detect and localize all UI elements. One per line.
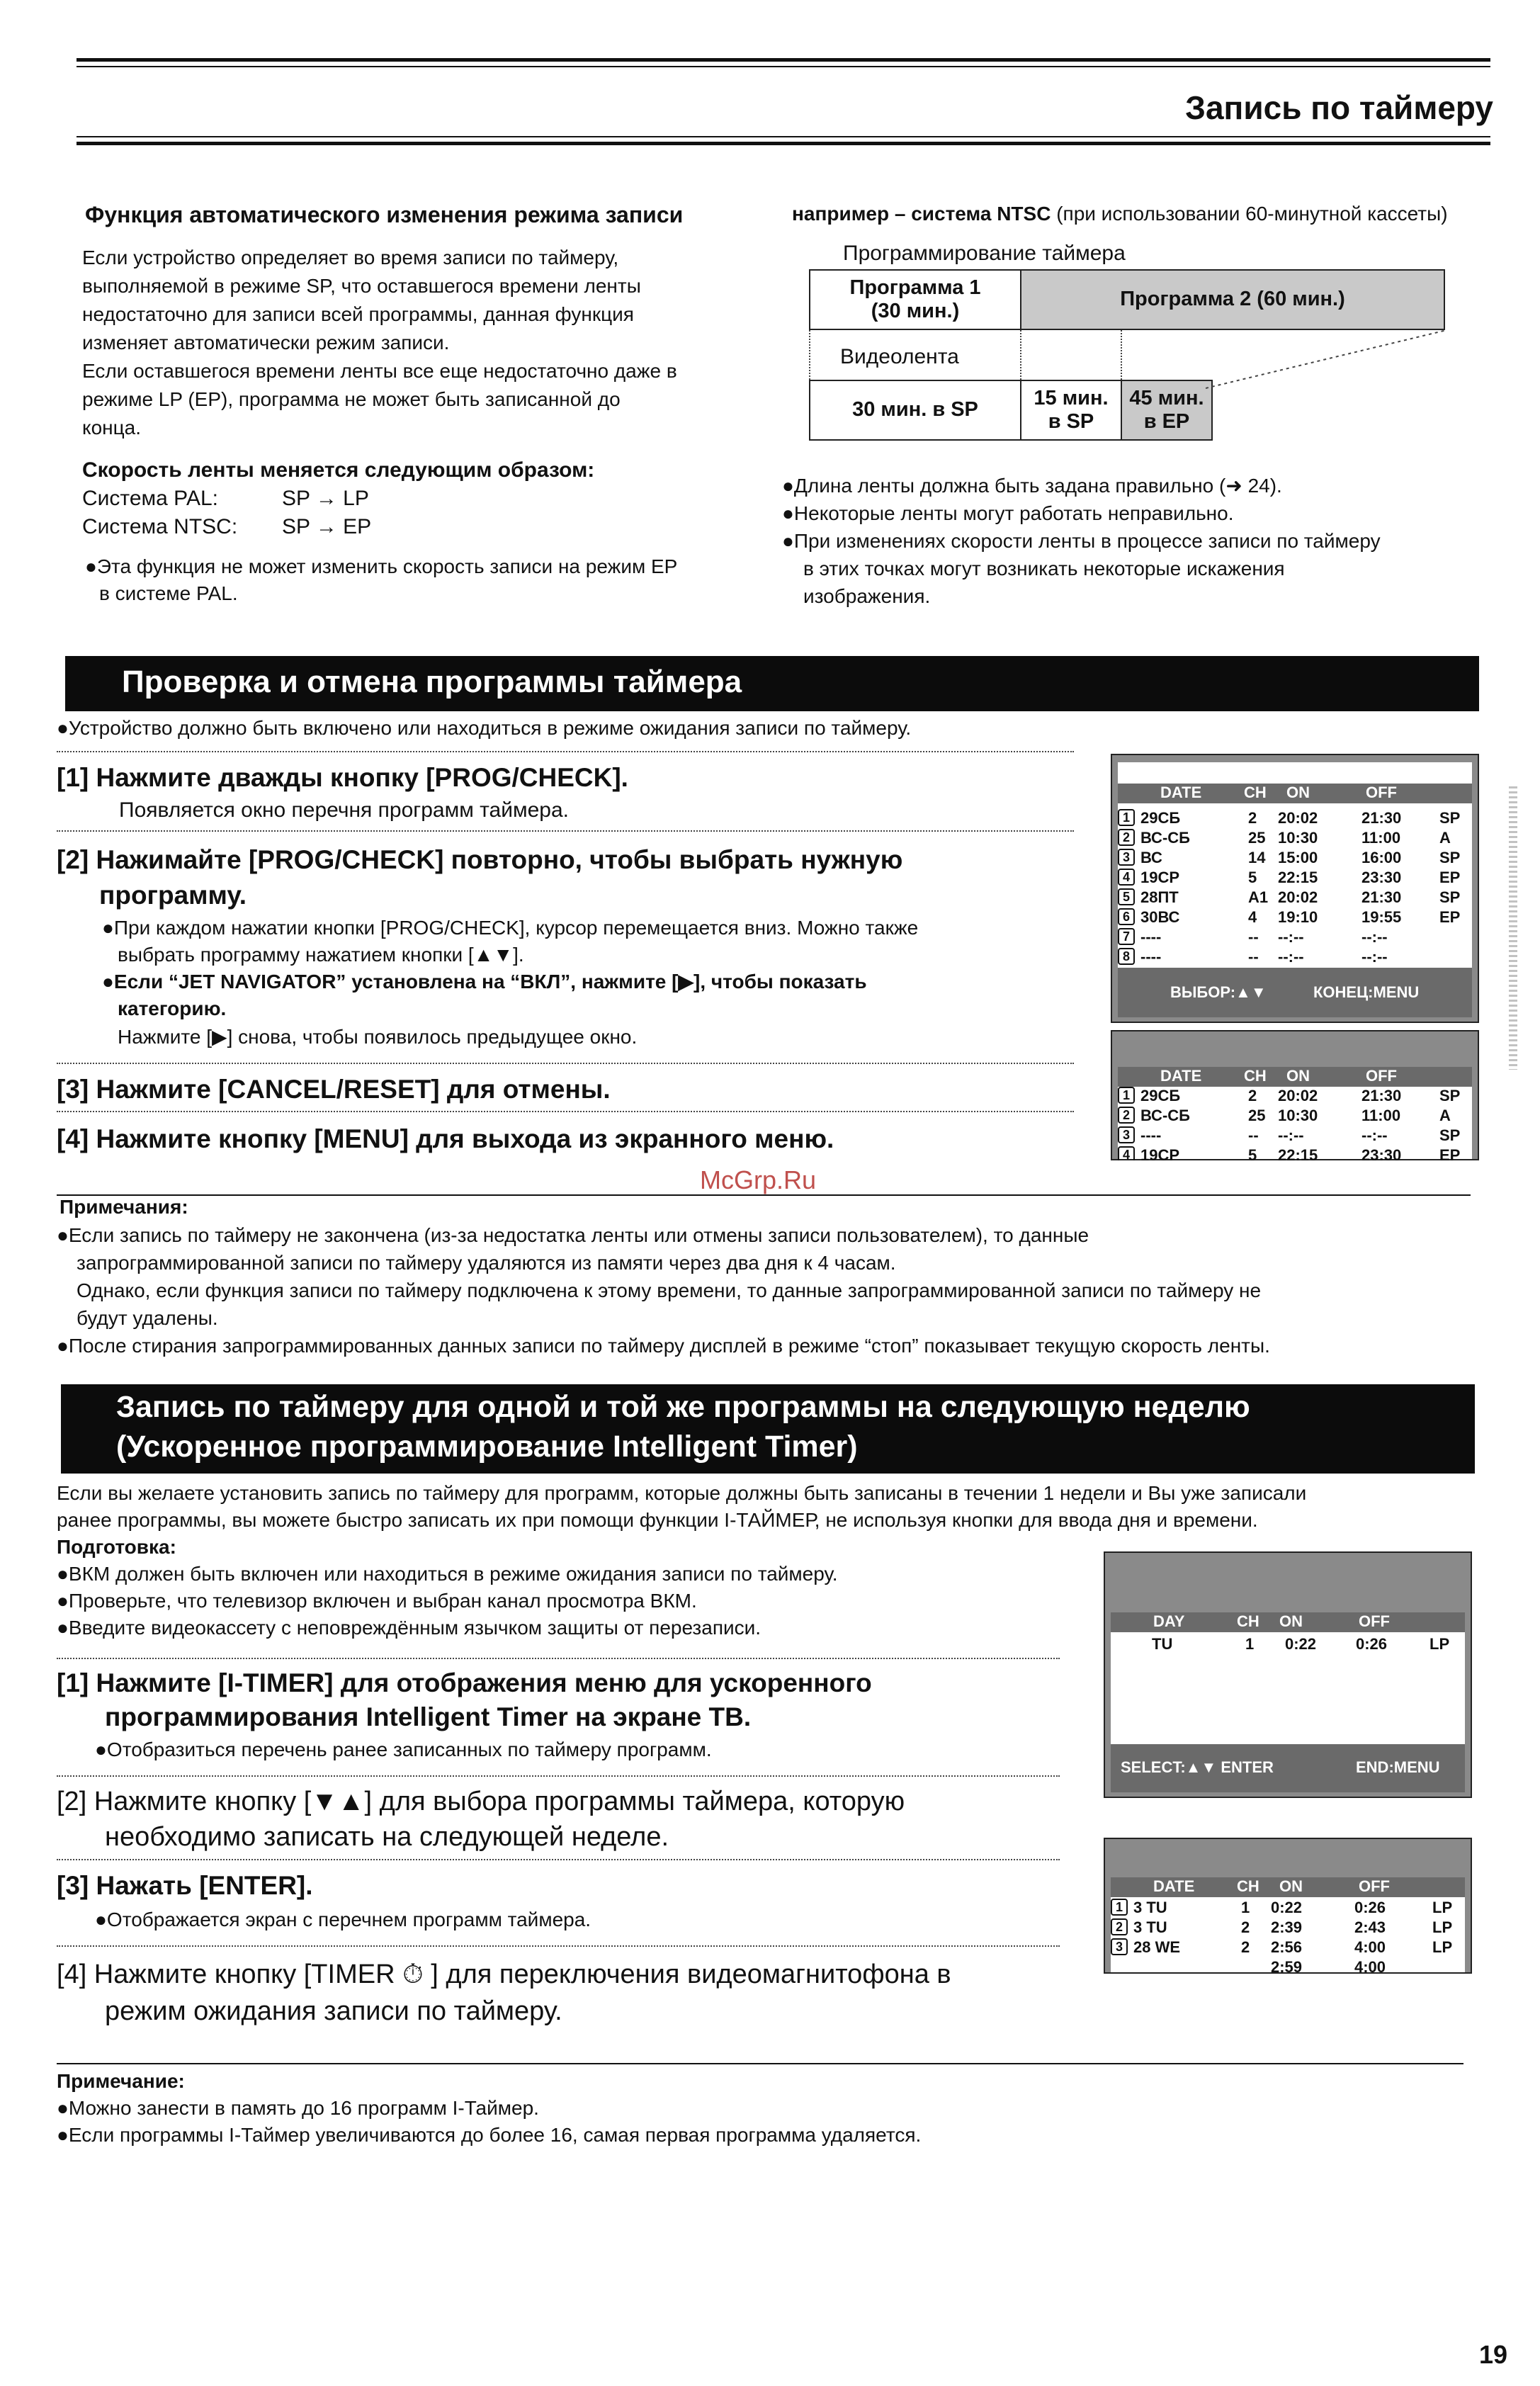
cell-ch: 5: [1248, 869, 1257, 886]
scan-edge: [1509, 786, 1517, 1070]
example-heading-rest: (при использовании 60-минутной кассеты): [1056, 203, 1448, 225]
timer-row[interactable]: [1116, 948, 1471, 968]
itimer-step-3: [3] Нажать [ENTER].: [57, 1871, 313, 1900]
cell-off: 2:43: [1354, 1918, 1386, 1936]
cell-ch: 14: [1248, 849, 1266, 866]
programming-label: Программирование таймера: [843, 242, 1126, 265]
cell-ch: 1: [1245, 1635, 1255, 1653]
cell-ch: 2: [1241, 1918, 1250, 1936]
check-step-2-bullet-1-cont: выбрать программу нажатием кнопки [▲▼].: [118, 944, 524, 966]
cell-off: --:--: [1361, 948, 1388, 966]
cell-date: ВС: [1140, 849, 1162, 866]
cell-on: 20:02: [1278, 809, 1318, 827]
cell-off: 11:00: [1361, 1107, 1401, 1124]
itimer-step-1: [1] Нажмите [I-TIMER] для отображения меню для ускоренного: [57, 1668, 872, 1697]
speed-change-ntsc: SP → EP: [282, 515, 372, 538]
page-number: 19: [1478, 2340, 1507, 2369]
diagram-dotted-right: [1121, 330, 1122, 380]
text-line: Если оставшегося времени ленты все еще недостаточно даже в: [82, 360, 677, 382]
cell-on: 2:39: [1271, 1918, 1303, 1936]
bullet-item: ●Длина ленты должна быть задана правильно (➜ 24).: [782, 475, 1282, 497]
cell-on: --:--: [1278, 948, 1304, 966]
cell-off: 21:30: [1361, 1087, 1402, 1104]
cell-off: 23:30: [1361, 1146, 1402, 1160]
cell-ch: --: [1248, 1126, 1259, 1144]
itimer-step-3-sub: ●Отображается экран с перечнем программ таймера.: [95, 1909, 591, 1930]
auto-mode-note-cont: в системе PAL.: [99, 582, 238, 604]
check-step-2: [2] Нажимайте [PROG/CHECK] повторно, чтобы выбрать нужную: [57, 845, 903, 874]
diagram-dotted-left: [809, 330, 810, 380]
cell-date: ----: [1140, 1126, 1162, 1144]
timer-list-2-rows: [1116, 1087, 1471, 1160]
cell-ch: A1: [1248, 888, 1269, 906]
prep-heading: Подготовка:: [57, 1536, 176, 1558]
row-number: 2: [1118, 829, 1135, 846]
timer-row[interactable]: [1109, 1899, 1463, 1918]
text-line: конца.: [82, 417, 141, 439]
row-number: 6: [1118, 908, 1135, 925]
page-title: Запись по таймеру: [1185, 89, 1493, 126]
banner-title: Проверка и отмена программы таймера: [122, 665, 742, 699]
note-line: Однако, если функция записи по таймеру подключена к этому времени, то данные запрограммированной записи по таймеру не: [77, 1279, 1262, 1301]
timer-list-header: [1118, 784, 1472, 803]
example-heading: [792, 201, 1448, 227]
timer-row[interactable]: [1116, 1146, 1471, 1160]
col-header: OFF: [1366, 1067, 1397, 1085]
itimer-note-heading: Примечание:: [57, 2070, 185, 2092]
cell-mode: SP: [1439, 809, 1461, 827]
col-header: CH: [1237, 1877, 1259, 1895]
check-step-1-sub: Появляется окно перечня программ таймера.: [119, 798, 570, 822]
col-header: ON: [1279, 1612, 1303, 1630]
divider: [57, 751, 1074, 752]
check-step-2-bullet-1: ●При каждом нажатии кнопки [PROG/CHECK], курсор перемещается вниз. Можно также: [102, 917, 919, 939]
speed-system-ntsc: Система NTSC:: [82, 515, 238, 538]
note-line: ●После стирания запрограммированных данных записи по таймеру дисплей в режиме “стоп” показывает текущую скорость ленты.: [57, 1335, 1270, 1357]
col-header: DATE: [1153, 1877, 1195, 1895]
itimer-step-2-cont: необходимо записать на следующей неделе.: [105, 1822, 669, 1852]
itimer-banner: [61, 1384, 1475, 1474]
itimer-note-item: ●Если программы I-Таймер увеличиваются до более 16, самая первая программа удаляется.: [57, 2124, 922, 2146]
divider: [57, 1775, 1060, 1777]
row-number: 4: [1118, 869, 1135, 886]
timer-list-footer: [1118, 968, 1472, 1017]
note-line: запрограммированной записи по таймеру удаляются из памяти через два дня к 4 часам.: [77, 1252, 896, 1274]
prep-item: ●Проверьте, что телевизор включен и выбран канал просмотра ВКМ.: [57, 1590, 697, 1612]
cell-mode: LP: [1429, 1635, 1450, 1653]
divider: [57, 1111, 1074, 1112]
col-header: OFF: [1359, 1877, 1390, 1895]
cell-on: 19:10: [1278, 908, 1318, 926]
itimer-note-item: ●Можно занести в память до 16 программ I-Таймер.: [57, 2097, 539, 2119]
cell-mode: A: [1439, 829, 1451, 847]
col-header: OFF: [1366, 784, 1397, 801]
text-line: режиме LP (EP), программа не может быть записанной до: [82, 388, 621, 410]
cell-mode: SP: [1439, 1087, 1461, 1104]
itimer-step-4-cont: режим ожидания записи по таймеру.: [105, 1996, 562, 2026]
check-step-4: [4] Нажмите кнопку [MENU] для выхода из экранного меню.: [57, 1124, 834, 1153]
timer-row[interactable]: [1116, 869, 1471, 888]
cell-mode: EP: [1439, 869, 1461, 886]
divider: [57, 1658, 1060, 1659]
col-header: DATE: [1160, 784, 1202, 801]
col-header: CH: [1237, 1612, 1259, 1630]
cell-ch: 2: [1248, 809, 1257, 827]
cell-off: 11:00: [1361, 829, 1401, 847]
row-number: 3: [1118, 1126, 1135, 1143]
cell-date: ----: [1140, 948, 1162, 966]
cell-off: 21:30: [1361, 888, 1402, 906]
row-number: 1: [1118, 1087, 1135, 1104]
cell-on: --:--: [1278, 1126, 1304, 1144]
cell-mode: SP: [1439, 888, 1461, 906]
check-cancel-banner: [65, 656, 1479, 711]
row-number: 1: [1118, 809, 1135, 826]
cell-off: 4:00: [1354, 1938, 1386, 1956]
divider: [57, 830, 1074, 832]
cell-date: 3 TU: [1133, 1899, 1167, 1916]
cell-on: 10:30: [1278, 1107, 1318, 1124]
diagram-dotted-connector: [1206, 324, 1461, 395]
timer-row[interactable]: [1116, 809, 1471, 829]
timer-row[interactable]: [1116, 1126, 1471, 1146]
cell-date: 29СБ: [1140, 809, 1181, 827]
row-number: 2: [1111, 1918, 1128, 1935]
timer-row[interactable]: [1116, 1087, 1471, 1107]
prep-item: ●Введите видеокассету с неповреждённым язычком защиты от перезаписи.: [57, 1617, 761, 1639]
col-header: ON: [1279, 1877, 1303, 1895]
cell-date: ----: [1140, 928, 1162, 946]
divider: [57, 1063, 1074, 1064]
divider: [57, 1945, 1060, 1947]
cell-mode: LP: [1432, 1899, 1453, 1916]
cell-ch: 25: [1248, 829, 1266, 847]
bullet-item-cont: в этих точках могут возникать некоторые искажения: [803, 558, 1285, 579]
cell-off: 0:26: [1354, 1899, 1386, 1916]
diagram-tape-label: Видеолента: [840, 345, 959, 368]
cell-date: 19СР: [1140, 1146, 1180, 1160]
cell-off: 4:00: [1354, 1958, 1386, 1974]
header-rule-thick: [77, 142, 1490, 145]
diagram-tape-2: 15 мин. в SP: [1020, 380, 1122, 441]
cell-ch: 1: [1241, 1899, 1250, 1916]
cell-on: 0:22: [1271, 1899, 1303, 1916]
cell-mode: LP: [1432, 1918, 1453, 1936]
cell-ch: 25: [1248, 1107, 1266, 1124]
timer-row[interactable]: [1109, 1958, 1463, 1974]
divider: [57, 1859, 1060, 1860]
top-rule-thin: [77, 66, 1490, 67]
cell-on: 15:00: [1278, 849, 1318, 866]
itimer-menu-footer: [1111, 1744, 1465, 1792]
itimer-menu-row[interactable]: [1111, 1635, 1465, 1655]
timer-row[interactable]: [1116, 829, 1471, 849]
diagram-program-2: Программа 2 (60 мин.): [1020, 269, 1445, 330]
timer-row[interactable]: [1116, 908, 1471, 928]
notes-rule: [57, 1194, 1471, 1196]
cell-on: 2:59: [1271, 1958, 1303, 1974]
watermark: McGrp.Ru: [700, 1165, 817, 1194]
note-line: ●Если запись по таймеру не закончена (из-за недостатка ленты или отмены записи пользователем), то данные: [57, 1224, 1089, 1246]
auto-mode-description: [82, 244, 783, 442]
col-header: ON: [1286, 1067, 1310, 1085]
itimer-step-1-sub: ●Отобразиться перечень ранее записанных по таймеру программ.: [95, 1738, 712, 1760]
row-number: 8: [1118, 948, 1135, 965]
example-heading-bold: например – система NTSC: [792, 203, 1051, 225]
itimer-result-header: [1111, 1877, 1465, 1897]
cell-date: 19СР: [1140, 869, 1180, 886]
check-step-1: [1] Нажмите дважды кнопку [PROG/CHECK].: [57, 763, 628, 792]
itimer-step-4: [4] Нажмите кнопку [TIMER ⏱ ] для переключения видеомагнитофона в: [57, 1960, 951, 1989]
cell-mode: SP: [1439, 849, 1461, 866]
cell-on: 20:02: [1278, 888, 1318, 906]
cell-day: TU: [1152, 1635, 1173, 1653]
row-number: 2: [1118, 1107, 1135, 1124]
row-number: 3: [1118, 849, 1135, 866]
itimer-notes-rule: [57, 2063, 1463, 2064]
speed-change-pal: SP → LP: [282, 487, 369, 510]
auto-mode-note: ●Эта функция не может изменить скорость записи на режим EP: [85, 555, 678, 577]
col-header: DAY: [1153, 1612, 1185, 1630]
bullet-item: ●Некоторые ленты могут работать неправильно.: [782, 502, 1234, 524]
col-header: CH: [1244, 784, 1267, 801]
cell-on: 10:30: [1278, 829, 1318, 847]
diagram-program-1: Программа 1 (30 мин.): [809, 269, 1021, 330]
timer-row[interactable]: [1116, 888, 1471, 908]
check-step-2-cont: программу.: [99, 881, 247, 910]
row-number: 4: [1118, 1146, 1135, 1160]
col-header: ON: [1286, 784, 1310, 801]
check-intro: ●Устройство должно быть включено или находиться в режиме ожидания записи по таймеру.: [57, 717, 912, 739]
col-header: CH: [1244, 1067, 1267, 1085]
cell-date: ВС-СБ: [1140, 829, 1190, 847]
cell-off: --:--: [1361, 928, 1388, 946]
bullet-item: ●При изменениях скорости ленты в процессе записи по таймеру: [782, 530, 1381, 552]
auto-mode-heading: Функция автоматического изменения режима записи: [85, 202, 684, 227]
itimer-result-rows: [1109, 1899, 1463, 1974]
check-step-2-bullet-2: ●Если “JET NAVIGATOR” установлена на “ВКЛ”, нажмите [▶], чтобы показать: [102, 971, 867, 993]
cell-mode: EP: [1439, 1146, 1461, 1160]
check-notes: [57, 1221, 1495, 1359]
cell-ch: 4: [1248, 908, 1257, 926]
header-rule: [77, 136, 1490, 137]
cell-ch: --: [1248, 948, 1259, 966]
cell-on: 2:56: [1271, 1938, 1303, 1956]
cell-off: 21:30: [1361, 809, 1402, 827]
itimer-step-1-cont: программирования Intelligent Timer на экране ТВ.: [105, 1702, 752, 1731]
cell-on: 22:15: [1278, 1146, 1318, 1160]
timer-row[interactable]: [1109, 1918, 1463, 1938]
row-number: 5: [1118, 888, 1135, 905]
footer-end: КОНЕЦ:MENU: [1313, 983, 1420, 1001]
cell-on: 22:15: [1278, 869, 1318, 886]
text-line: недостаточно для записи всей программы, данная функция: [82, 303, 634, 325]
cell-off: 19:55: [1361, 908, 1402, 926]
itimer-intro-cont: ранее программы, вы можете быстро записать их при помощи функции I-ТАЙМЕР, не используя кнопки для ввода дня и времени.: [57, 1509, 1258, 1531]
cell-date: 3 TU: [1133, 1918, 1167, 1936]
timer-row[interactable]: [1109, 1938, 1463, 1958]
cell-mode: A: [1439, 1107, 1451, 1124]
footer-select: SELECT:▲▼ ENTER: [1121, 1758, 1274, 1776]
itimer-menu-header: [1111, 1612, 1465, 1632]
cell-ch: 2: [1241, 1938, 1250, 1956]
itimer-banner-line-2: (Ускоренное программирование Intelligent Timer): [116, 1430, 858, 1464]
row-number: 7: [1118, 928, 1135, 945]
row-number: 3: [1111, 1938, 1128, 1955]
check-step-2-bullet-2-cont: категорию.: [118, 997, 227, 1019]
itimer-step-2: [2] Нажмите кнопку [▼▲] для выбора программы таймера, которую: [57, 1787, 905, 1816]
cell-off: 16:00: [1361, 849, 1402, 866]
cell-off: --:--: [1361, 1126, 1388, 1144]
itimer-menu-screen: [1104, 1551, 1472, 1798]
cell-mode: EP: [1439, 908, 1461, 926]
diagram-tape-3: 45 мин. в EP: [1121, 380, 1213, 441]
text-line: выполняемой в режиме SP, что оставшегося времени ленты: [82, 275, 641, 297]
example-bullets: [782, 472, 1490, 610]
cell-off: 0:26: [1356, 1635, 1388, 1653]
footer-select: ВЫБОР:▲▼: [1170, 983, 1267, 1001]
text-line: Если устройство определяет во время записи по таймеру,: [82, 247, 619, 268]
row-number: 1: [1111, 1899, 1128, 1916]
cell-ch: 2: [1248, 1087, 1257, 1104]
cell-date: 28 WE: [1133, 1938, 1181, 1956]
cell-ch: --: [1248, 928, 1259, 946]
col-header: OFF: [1359, 1612, 1390, 1630]
note-line: будут удалены.: [77, 1307, 218, 1329]
cell-on: 20:02: [1278, 1087, 1318, 1104]
speed-system-pal: Система PAL:: [82, 487, 218, 510]
itimer-intro: Если вы желаете установить запись по таймеру для программ, которые должны быть записаны в течении 1 недели и Вы уже записали: [57, 1482, 1307, 1504]
check-step-2-bullet-2-extra: Нажмите [▶] снова, чтобы появилось предыдущее окно.: [118, 1026, 638, 1048]
cell-on: --:--: [1278, 928, 1304, 946]
timer-list-2-header: [1118, 1067, 1472, 1087]
cell-date: 28ПТ: [1140, 888, 1179, 906]
cell-date: 29СБ: [1140, 1087, 1181, 1104]
top-rule: [77, 58, 1490, 62]
speed-heading: Скорость ленты меняется следующим образом:: [82, 458, 595, 482]
cell-mode: SP: [1439, 1126, 1461, 1144]
timer-diagram: [809, 268, 1461, 442]
itimer-banner-line-1: Запись по таймеру для одной и той же программы на следующую неделю: [116, 1390, 1250, 1424]
timer-row[interactable]: [1116, 928, 1471, 948]
cell-mode: LP: [1432, 1938, 1453, 1956]
diagram-dotted-mid: [1020, 330, 1021, 380]
cell-date: 30ВС: [1140, 908, 1180, 926]
diagram-tape-1: 30 мин. в SP: [809, 380, 1021, 441]
check-step-3: [3] Нажмите [CANCEL/RESET] для отмены.: [57, 1075, 611, 1104]
cell-on: 0:22: [1285, 1635, 1317, 1653]
cell-ch: 5: [1248, 1146, 1257, 1160]
timer-row[interactable]: [1116, 1107, 1471, 1126]
col-header: DATE: [1160, 1067, 1202, 1085]
cell-date: ВС-СБ: [1140, 1107, 1190, 1124]
cell-off: 23:30: [1361, 869, 1402, 886]
timer-row[interactable]: [1116, 849, 1471, 869]
check-notes-heading: Примечания:: [60, 1196, 188, 1218]
footer-end: END:MENU: [1356, 1758, 1440, 1776]
bullet-item-cont: изображения.: [803, 585, 931, 607]
text-line: изменяет автоматически режим записи.: [82, 332, 450, 354]
prep-item: ●ВКМ должен быть включен или находиться в режиме ожидания записи по таймеру.: [57, 1563, 838, 1585]
